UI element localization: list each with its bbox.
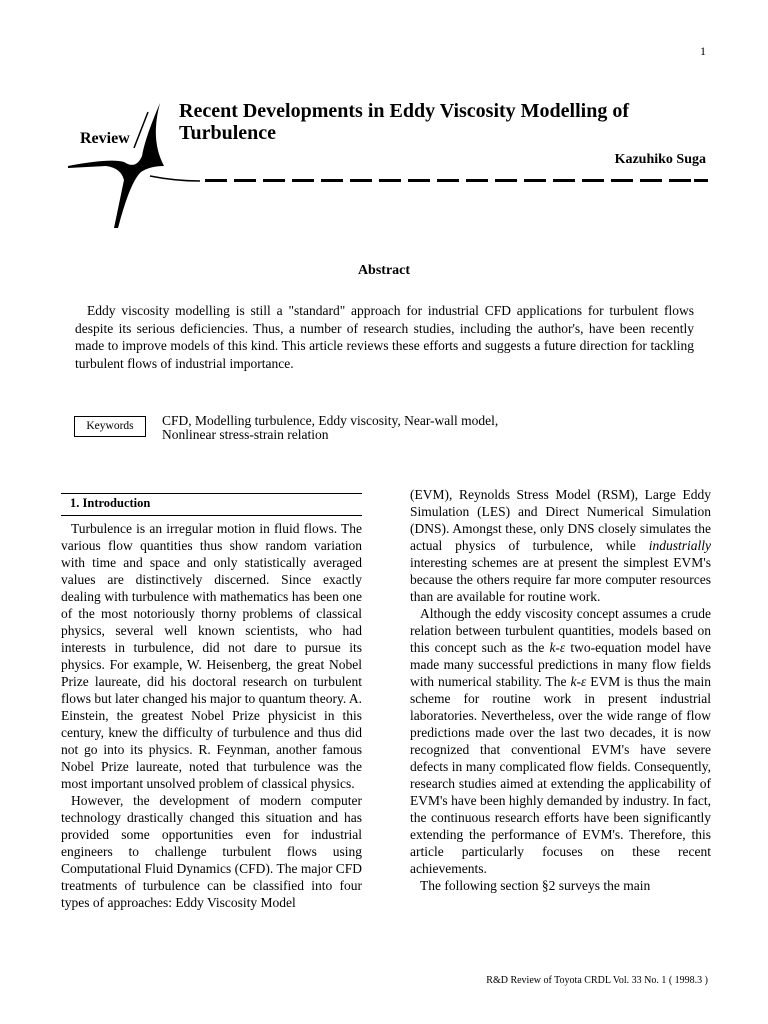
left-column [61,520,362,911]
paper-title: Recent Developments in Eddy Viscosity Modelling of Turbulence [179,100,629,144]
paragraph: The following section §2 surveys the main [420,878,651,893]
keywords-list [162,414,682,442]
footer-citation: R&D Review of Toyota CRDL Vol. 33 No. 1 ( 1998.3 ) [486,975,708,986]
section-heading: 1. Introduction [70,496,151,510]
paragraph: Turbulence is an irregular motion in fluid flows. The various flow quantities thus show random variation with time and space and only statistically averaged values are distinctively discerned. Since exactly dealing with turbulence with mathematics has been one of the most notoriously thorny problems of classical physics, several well known scientists, who had interests in turbulence, did not dare to pursue its physics. For example, W. Heisenberg, the great Nobel Prize laureate, did his doctoral research on turbulent flows but later changed his major to quantum theory. A. Einstein, the greatest Nobel Prize physicist in this century, knew the difficulty of turbulence and thus did not go into its physics. R. Feynman, another famous Nobel Prize laureate, noted that turbulence was the most important unsolved problem of classical physics. [61,521,362,791]
abstract-heading: Abstract [357,263,411,278]
emphasis: k-ε [549,640,566,655]
logo-dash-line [205,179,708,182]
page-number: 1 [700,44,706,58]
paragraph: (EVM), Reynolds Stress Model (RSM), Large Eddy Simulation (LES) and Direct Numerical Simulation (DNS). Amongst these, only DNS closely simulates the actual physics of turbulence, while industrially interesting schemes are at present the simplest EVM's because the others require far more computer resources than are available for routine work. [410,487,711,604]
section-rule-bottom [61,515,362,516]
paragraph: However, the development of modern computer technology drastically changed this situation and has provided some opportunities even for industrial engineers to challenge turbulent flows using Computational Fluid Dynamics (CFD). The major CFD treatments of turbulence can be classified into four types of approaches: Eddy Viscosity Model [61,793,362,910]
author-name: Kazuhiko Suga [614,152,706,167]
paragraph: Although the eddy viscosity concept assumes a crude relation between turbulent quantities, models based on this concept such as the k-ε two-equation model have made many successful predictions in many flow fields with numerical stability. The k-ε EVM is thus the main scheme for routine work in present industrial laboratories. Nevertheless, over the wide range of flow predictions made over the last two decades, it is now recognized that conventional EVM's have severe defects in many complicated flow fields. Consequently, research studies aimed at extending the applicability of EVM's have been highly demanded by industry. In fact, the continuous research efforts have been significantly extending the performance of EVM's. Therefore, this article particularly focuses on these recent achievements. [410,606,711,876]
abstract-text: Eddy viscosity modelling is still a "standard" approach for industrial CFD applications for turbulent flows despite its serious deficiencies. Thus, a number of research studies, including the author's, have been recently made to improve models of this kind. This article reviews these efforts and suggests a future direction for tackling turbulent flows of industrial importance. [75,303,694,371]
keywords-line-1: CFD, Modelling turbulence, Eddy viscosity, Near-wall model, [162,413,499,428]
right-column [410,486,711,894]
emphasis: k-ε [570,674,587,689]
section-rule-top [61,493,362,494]
emphasis: industrially [648,538,711,553]
keywords-label: Keywords [74,416,146,437]
keywords-line-2: Nonlinear stress-strain relation [162,427,329,442]
review-label: Review [80,130,130,147]
